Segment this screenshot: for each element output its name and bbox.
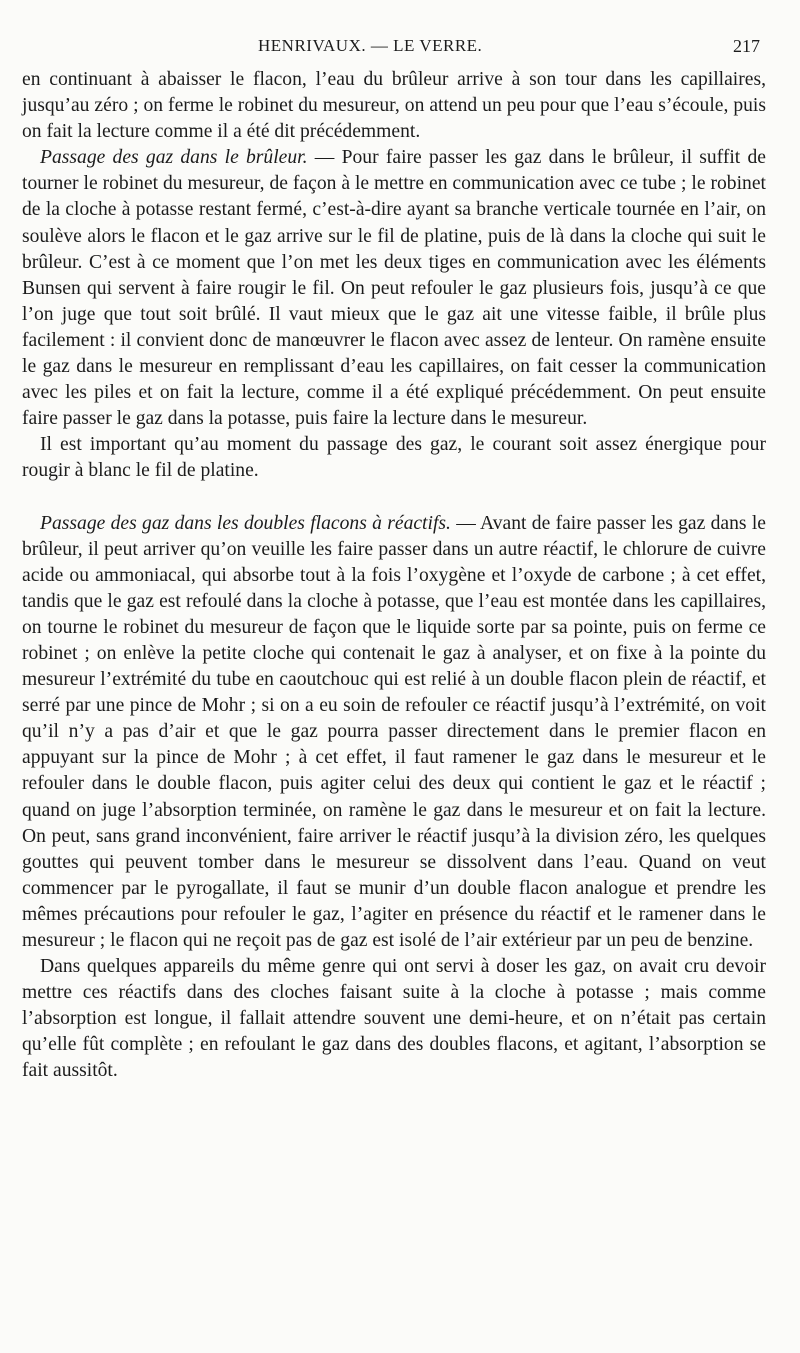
paragraph-text: — Pour faire passer les gaz dans le brûleur, il suffit de tourner le robinet du mesureur, de façon à le mettre en communication avec ce tube ; le robinet de la cloche à potasse restant fermé, c’est-à-dire ayant sa branche verticale tournée en l’air, on soulève alors le flacon et le gaz arrive sur le fil de platine, puis de là dans la cloche qui suit le brûleur. C’est à ce moment que l’on met les deux tiges en communication avec les éléments Bunsen qui servent à faire rougir le fil. On peut refouler le gaz plusieurs fois, jusqu’à ce que l’on juge que tout soit brûlé. Il vaut mieux que le gaz ait une vitesse faible, il brûle plus facilement : il convient donc de manœuvrer le flacon avec assez de lenteur. On ramène ensuite le gaz dans le mesureur en remplissant d’eau les capillaires, on fait cesser la communication avec les piles et on fait la lecture, comme il a été expliqué précédemment. On peut ensuite faire passer le gaz dans la potasse, puis faire la lecture dans le mesureur. [22,147,766,430]
paragraph-text: — Avant de faire passer les gaz dans le brûleur, il peut arriver qu’on veuille les faire passer dans un autre réactif, le chlorure de cuivre acide ou ammoniacal, qui absorbe tout à la fois l’oxygène et l’oxyde de carbone ; à cet effet, tandis que le gaz est refoulé dans la cloche à potasse, que l’eau est montée dans les capillaires, on tourne le robinet du mesureur de façon que le liquide sorte par sa pointe, puis on ferme ce robinet ; on enlève la petite cloche qui contenait le gaz à analyser, et on fixe à la pointe du mesureur l’extrémité du tube en caoutchouc qui est relié à un double flacon plein de réactif, et serré par une pince de Mohr ; si on a eu soin de refouler ce réactif jusqu’à l’extrémité, on voit qu’il n’y a pas d’air et que le gaz pourra passer directement dans le premier flacon en appuyant sur la pince de Mohr ; à cet effet, il faut ramener le gaz dans le mesureur et le refouler dans le double flacon, puis agiter celui des deux qui contient le gaz et le réactif ; quand on juge l’absorption terminée, on ramène le gaz dans le mesureur et on fait la lecture. On peut, sans grand inconvénient, faire arriver le réactif jusqu’à la division zéro, les quelques gouttes qui peuvent tomber dans le mesureur se dissolvent dans l’eau. Quand on veut commencer par le pyrogallate, il faut se munir d’un double flacon analogue et prendre les mêmes précautions pour refouler le gaz, l’agiter en présence du réactif et le ramener dans le mesureur ; le flacon qui ne reçoit pas de gaz est isolé de l’air extérieur par un peu de benzine. [22,512,766,951]
page-body [22,67,766,1085]
paragraph-doubles-flacons [22,511,766,955]
page-number: 217 [733,36,760,56]
paragraph-courant [22,432,766,484]
section-heading: Passage des gaz dans le brûleur. [40,147,308,169]
paragraph-passage-bruleur [22,145,766,432]
running-title: HENRIVAUX. — LE VERRE. [258,36,483,55]
section-heading: Passage des gaz dans les doubles flacons à réactifs. [40,512,451,534]
paragraph-appareils [22,954,766,1084]
paragraph-text: Dans quelques appareils du même genre qui ont servi à doser les gaz, on avait cru devoir mettre ces réactifs dans des cloches faisant suite à la cloche à potasse ; mais comme l’absorption est longue, il fallait attendre souvent une demi-heure, et on n’était pas certain qu’elle fût complète ; en refoulant le gaz dans des doubles flacons, et agitant, l’absorption se fait aussitôt. [22,956,766,1082]
paragraph-text: en continuant à abaisser le flacon, l’eau du brûleur arrive à son tour dans les capillaires, jusqu’au zéro ; on ferme le robinet du mesureur, on attend un peu pour que l’eau s’écoule, puis on fait la lecture comme il a été dit précédemment. [22,69,766,143]
paragraph-text: Il est important qu’au moment du passage des gaz, le courant soit assez énergique pour rougir à blanc le fil de platine. [22,434,766,482]
paragraph-continuation [22,67,766,145]
page-header [22,36,766,62]
